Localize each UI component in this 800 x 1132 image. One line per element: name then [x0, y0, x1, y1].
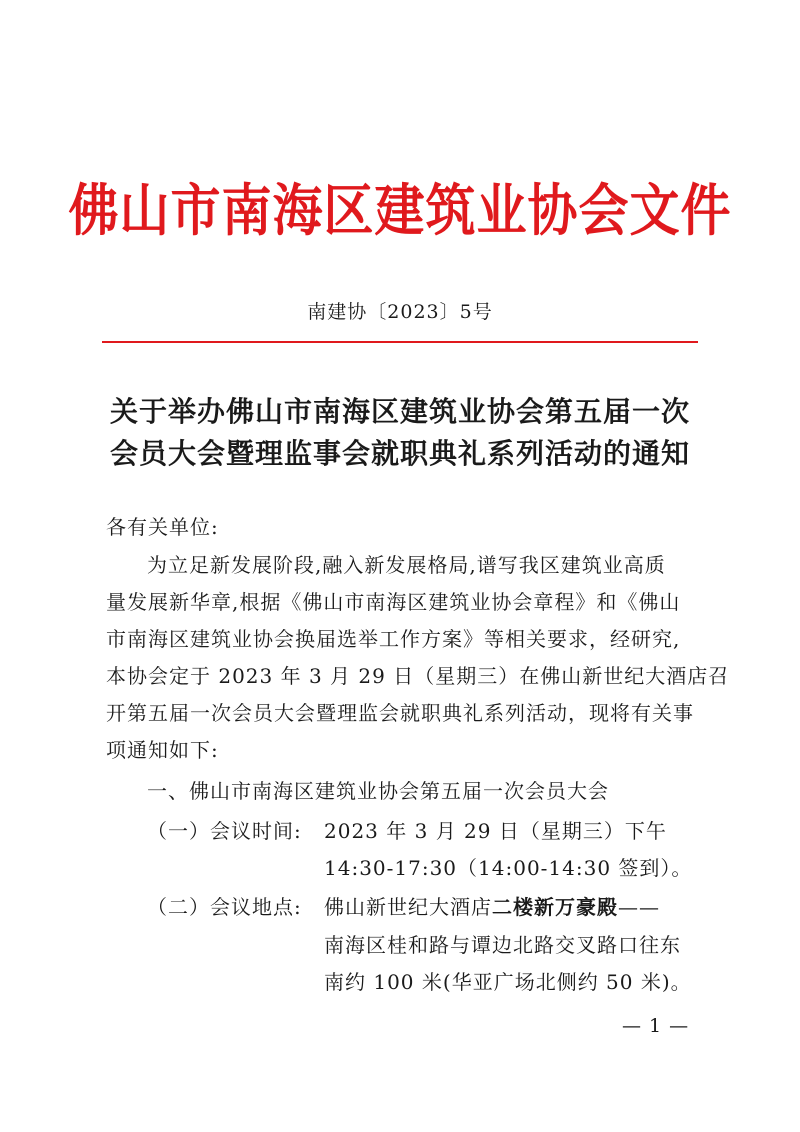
salutation: 各有关单位: [106, 515, 219, 539]
notice-title-line-1: 关于举办佛山市南海区建筑业协会第五届一次 [109, 395, 690, 428]
venue-name: 佛山新世纪大酒店 [324, 895, 492, 919]
intro-line: 为立足新发展阶段,融入新发展格局,谱写我区建筑业高质 [147, 553, 666, 577]
venue-hall: 二楼新万豪殿 [492, 895, 618, 919]
section-1-heading: 一、佛山市南海区建筑业协会第五届一次会员大会 [147, 779, 609, 803]
meeting-place-value [324, 891, 660, 923]
meeting-time-label: （一）会议时间: [147, 819, 302, 843]
page-number: — 1 — [622, 1015, 690, 1037]
issuer-heading: 佛山市南海区建筑业协会文件 [68, 178, 732, 244]
meeting-time-value: 14:30-17:30（14:00-14:30 签到）。 [324, 856, 693, 880]
intro-line: 市南海区建筑业协会换届选举工作方案》等相关要求，经研究, [106, 627, 681, 651]
intro-line: 量发展新华章,根据《佛山市南海区建筑业协会章程》和《佛山 [106, 590, 681, 614]
notice-title-line-2: 会员大会暨理监事会就职典礼系列活动的通知 [109, 437, 690, 470]
red-divider-line [102, 341, 698, 343]
dash: —— [618, 895, 660, 919]
meeting-place-value: 南海区桂和路与谭边北路交叉路口往东 [324, 933, 681, 957]
document-number: 南建协〔2023〕5号 [307, 301, 493, 323]
intro-line: 项通知如下: [106, 738, 219, 762]
meeting-time-value: 2023 年 3 月 29 日（星期三）下午 [324, 819, 667, 843]
intro-line: 开第五届一次会员大会暨理监会就职典礼系列活动，现将有关事 [106, 701, 694, 725]
intro-line: 本协会定于 2023 年 3 月 29 日（星期三）在佛山新世纪大酒店召 [106, 664, 730, 688]
meeting-place-label: （二）会议地点: [147, 895, 302, 919]
meeting-place-value: 南约 100 米(华亚广场北侧约 50 米)。 [324, 970, 692, 994]
